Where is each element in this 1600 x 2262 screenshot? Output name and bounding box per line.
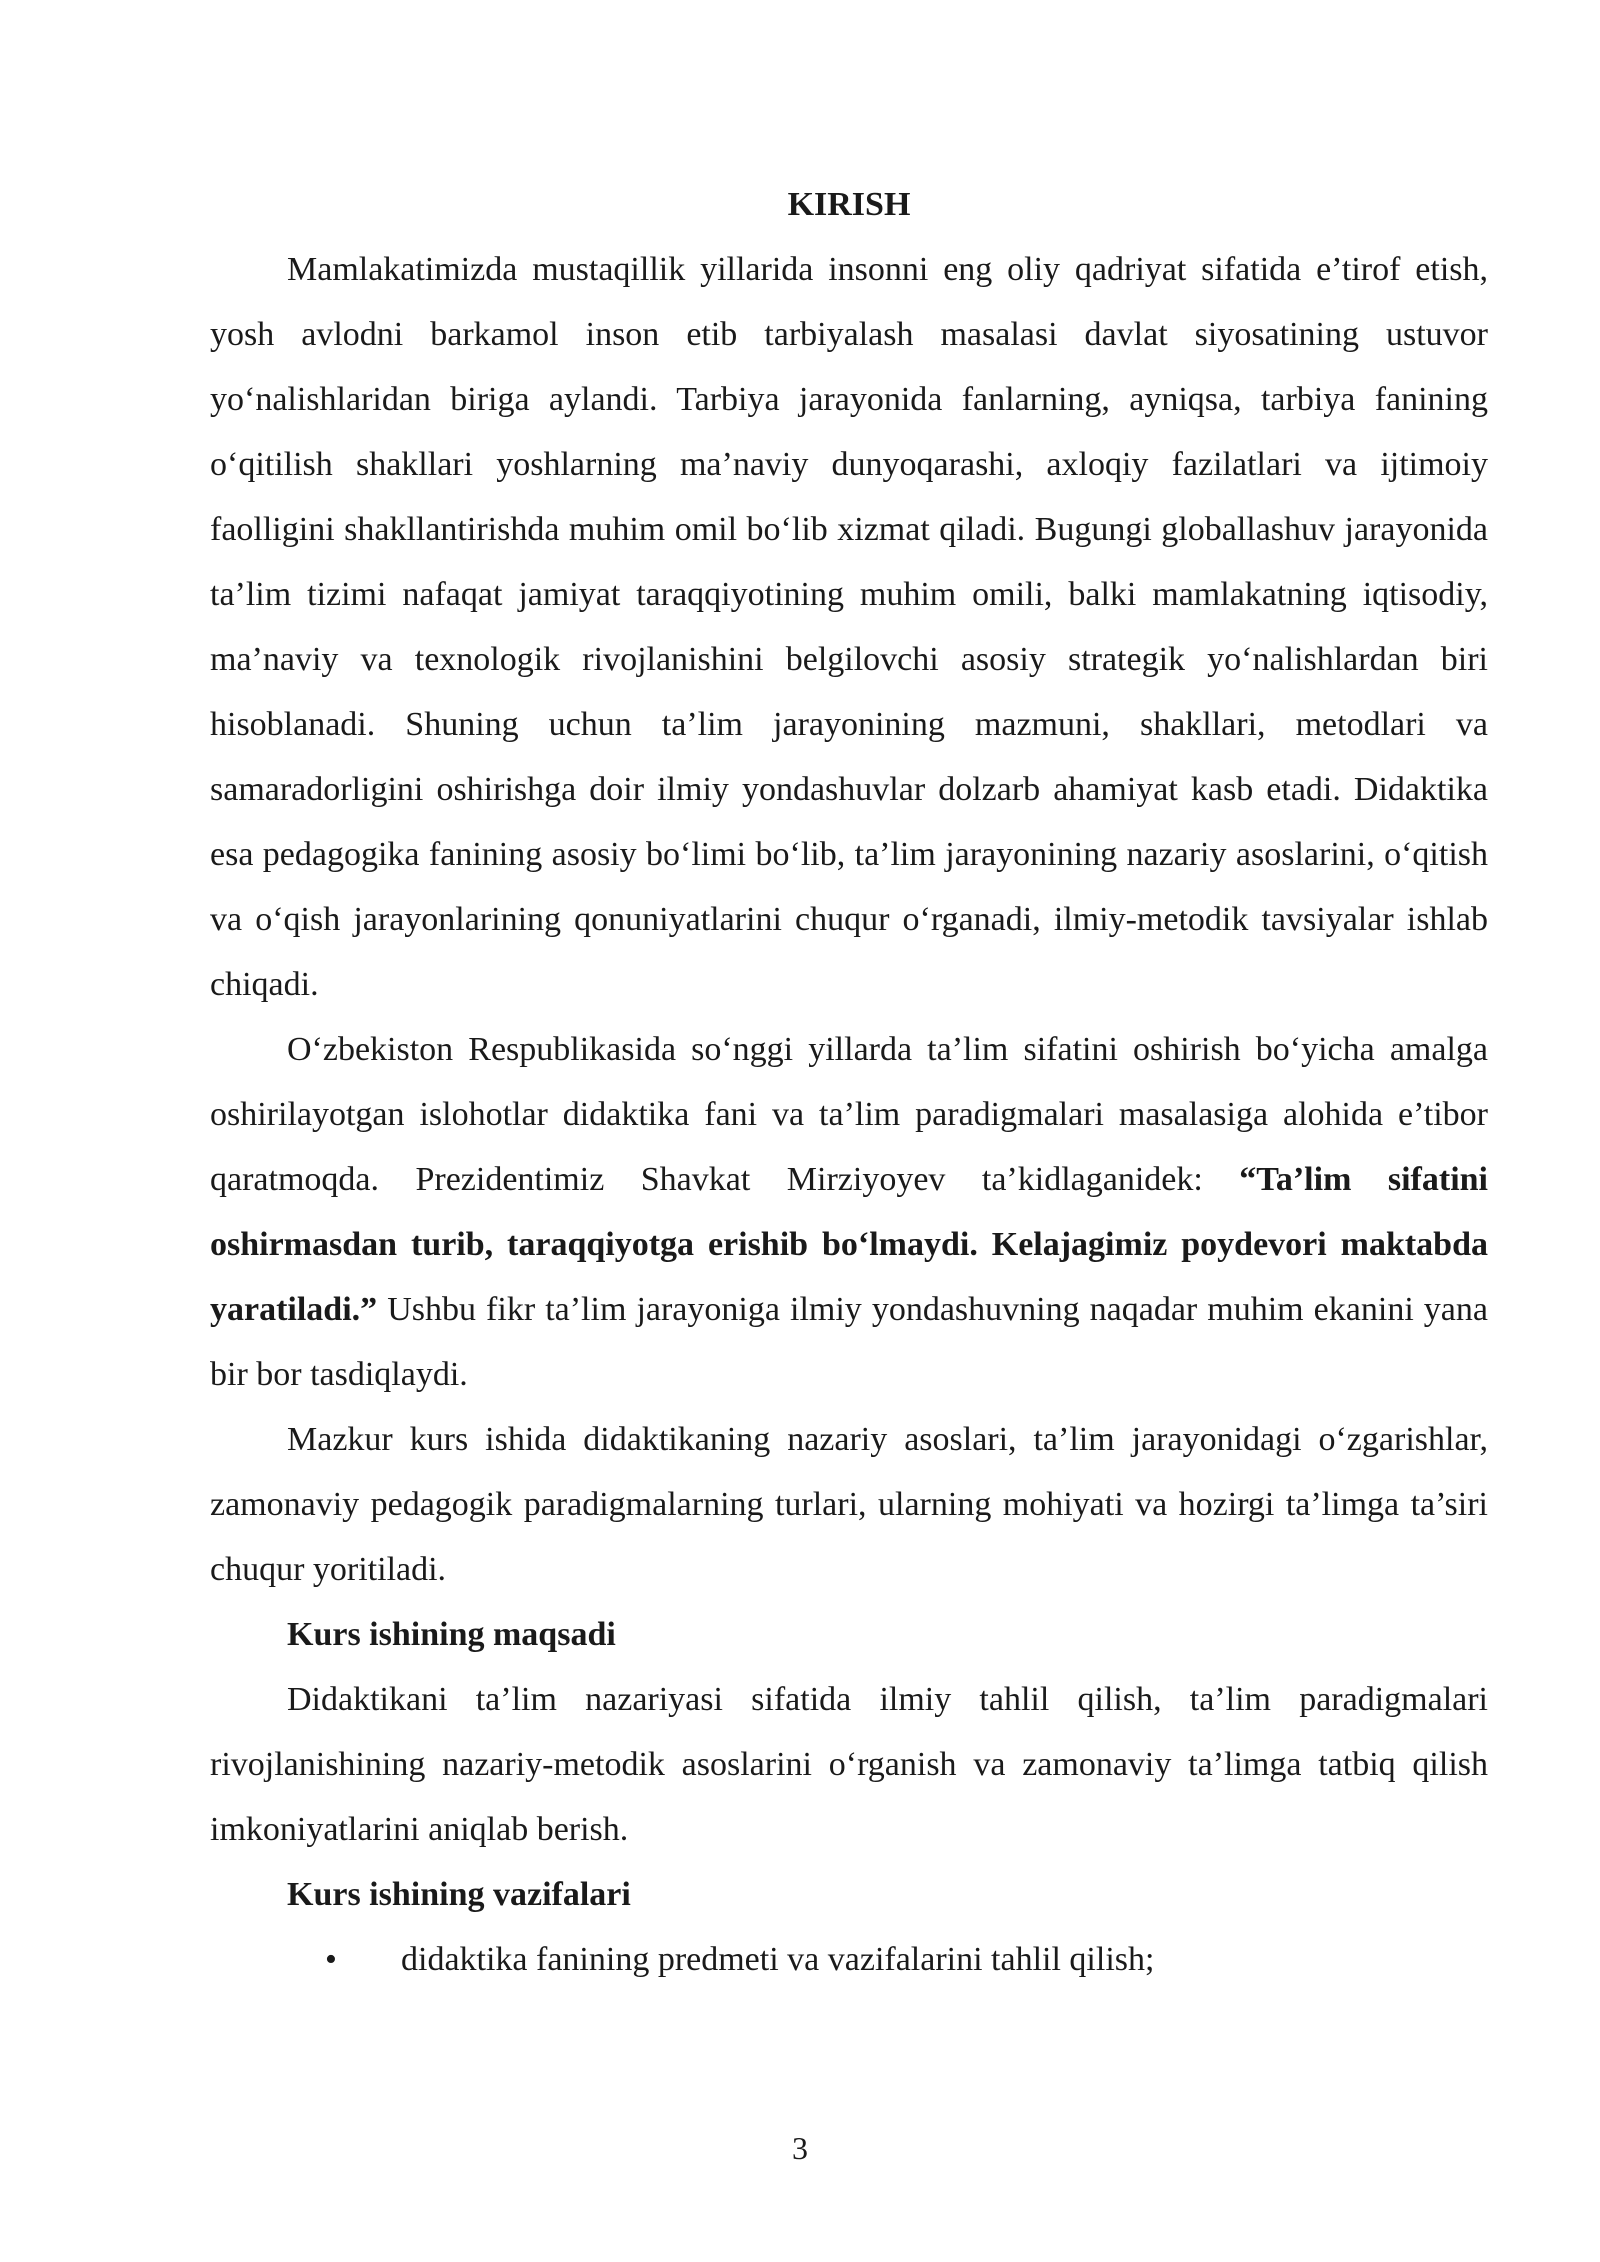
- intro-paragraph-1: Mamlakatimizda mustaqillik yillarida insonni eng oliy qadriyat sifatida e’tirof etish, yosh avlodni barkamol inson etib tarbiyalash masalasi davlat siyosatining ustuvor yo‘nalishlaridan biriga aylandi. Tarbiya jarayonida fanlarning, ayniqsa, tarbiya fanining o‘qitilish shakllari yoshlarning ma’naviy dunyoqarashi, axloqiy fazilatlari va ijtimoiy faolligini shakllantirishda muhim omil bo‘lib xizmat qiladi. Bugungi globallashuv jarayonida ta’lim tizimi nafaqat jamiyat taraqqiyotining muhim omili, balki mamlakatning iqtisodiy, ma’naviy va texnologik rivojlanishini belgilovchi asosiy strategik yo‘nalishlardan biri hisoblanadi. Shuning uchun ta’lim jarayonining mazmuni, shakllari, metodlari va samaradorligini oshirishga doir ilmiy yondashuvlar dolzarb ahamiyat kasb etadi. Didaktika esa pedagogika fanining asosiy bo‘limi bo‘lib, ta’lim jarayonining nazariy asoslarini, o‘qitish va o‘qish jarayonlarining qonuniyatlarini chuqur o‘rganadi, ilmiy-metodik tavsiyalar ishlab chiqadi.: [210, 251, 1488, 1003]
- page-number: 3: [792, 2130, 808, 2166]
- president-quote: “Ta’lim sifatini oshirmasdan turib, taraqqiyotga erishib bo‘lmaydi. Kelajagimiz poydevori maktabda yaratiladi.”: [210, 1161, 1488, 1328]
- tasks-heading: Kurs ishining vazifalari: [287, 1876, 631, 1913]
- goal-heading: Kurs ishining maqsadi: [287, 1616, 616, 1653]
- page-title: KIRISH: [787, 186, 911, 223]
- goal-paragraph: Didaktikani ta’lim nazariyasi sifatida ilmiy tahlil qilish, ta’lim paradigmalari rivojlanishining nazariy-metodik asoslarini o‘rganish va zamonaviy ta’limga tatbiq qilish imkoniyatlarini aniqlab berish.: [210, 1681, 1488, 1848]
- tasks-list: [210, 1927, 1488, 1992]
- list-item: [210, 1927, 1488, 1992]
- document-page: [210, 172, 1488, 1992]
- paragraph-2-text-before-quote: O‘zbekiston Respublikasida so‘nggi yillarda ta’lim sifatini oshirish bo‘yicha amalga oshirilayotgan islohotlar didaktika fani va ta’lim paradigmalari masalasiga alohida e’tibor qaratmoqda. Prezidentimiz Shavkat Mirziyoyev ta’kidlaganidek:: [210, 1031, 1488, 1198]
- intro-paragraph-3: Mazkur kurs ishida didaktikaning nazariy asoslari, ta’lim jarayonidagi o‘zgarishlar, zamonaviy pedagogik paradigmalarning turlari, ularning mohiyati va hozirgi ta’limga ta’siri chuqur yoritiladi.: [210, 1421, 1488, 1588]
- bullet-icon: •: [325, 1941, 337, 1978]
- list-item-text: didaktika fanining predmeti va vazifalarini tahlil qilish;: [401, 1941, 1155, 1978]
- intro-paragraph-2: [210, 1017, 1488, 1407]
- paragraph-2-text-after-quote: Ushbu fikr ta’lim jarayoniga ilmiy yondashuvning naqadar muhim ekanini yana bir bor tasdiqlaydi.: [210, 1291, 1488, 1393]
